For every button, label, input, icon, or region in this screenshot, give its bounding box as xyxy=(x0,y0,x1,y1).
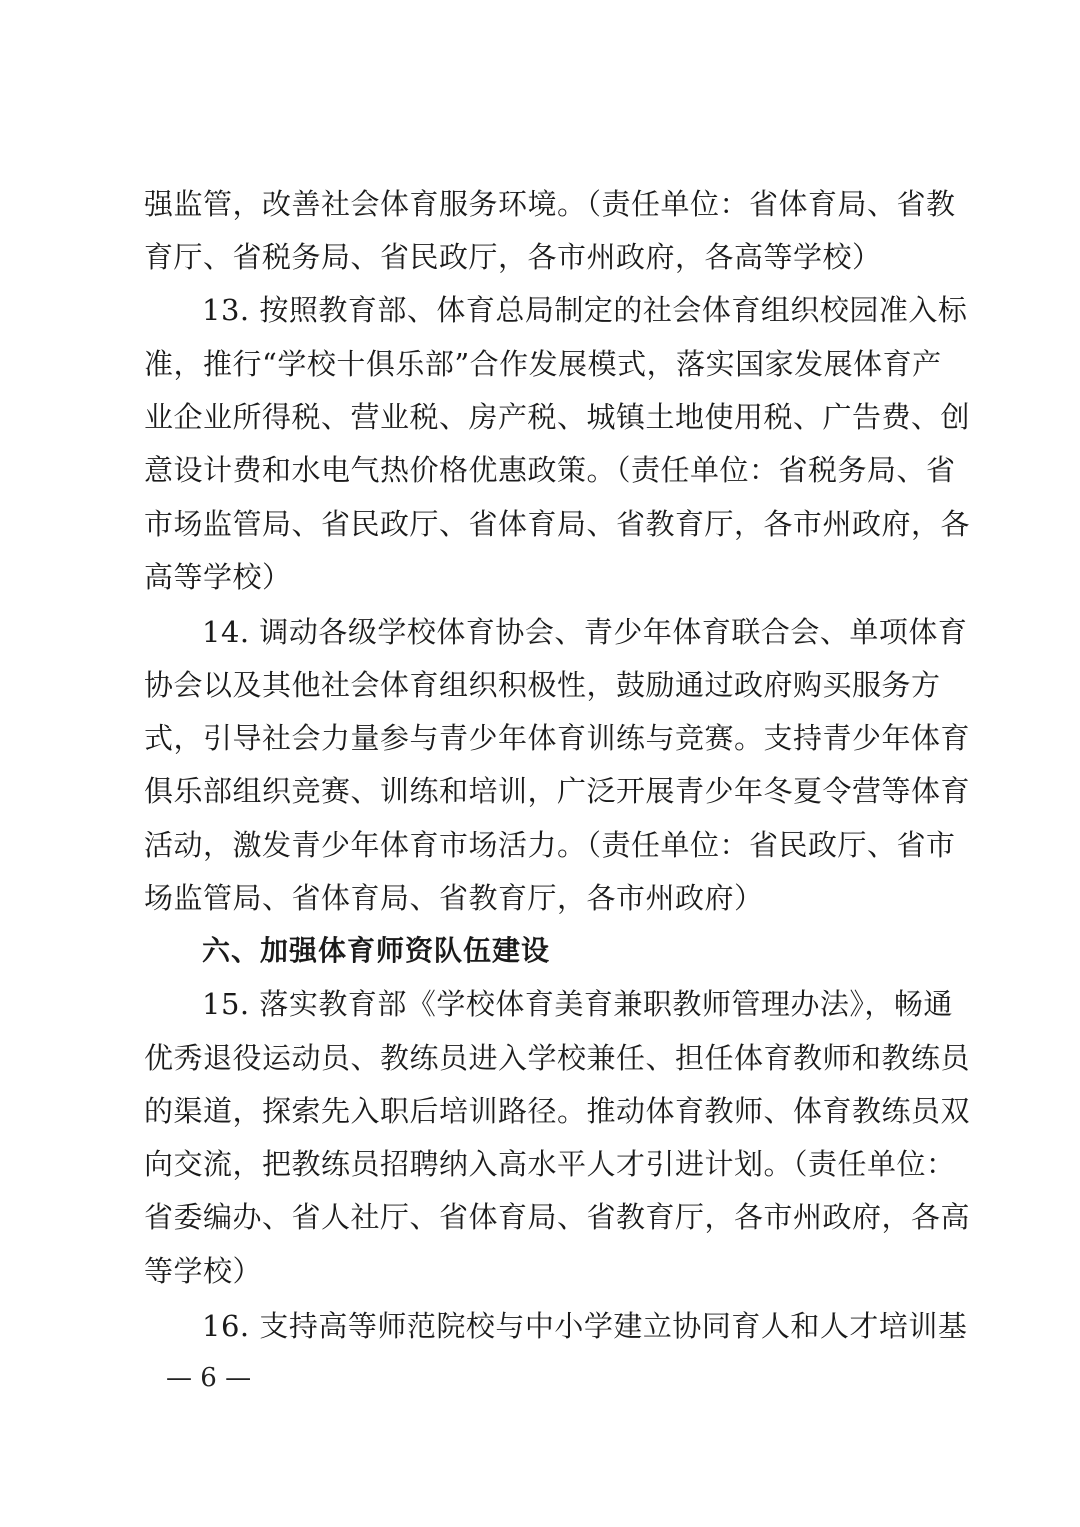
paragraph-line: 育厅、省税务局、省民政厅，各市州政府，各高等学校） xyxy=(144,240,882,274)
paragraph-line: 省委编办、省人社厅、省体育局、省教育厅，各市州政府，各高 xyxy=(144,1200,971,1234)
paragraph-line: 14. 调动各级学校体育协会、青少年体育联合会、单项体育 xyxy=(202,615,968,649)
paragraph-line: 业企业所得税、营业税、房产税、城镇土地使用税、广告费、创 xyxy=(144,400,971,434)
paragraph-line: 等学校） xyxy=(144,1254,263,1288)
paragraph-line: 的渠道，探索先入职后培训路径。推动体育教师、体育教练员双 xyxy=(144,1094,971,1128)
paragraph-line: 式，引导社会力量参与青少年体育训练与竞赛。支持青少年体育 xyxy=(144,721,971,755)
paragraph-line: 高等学校） xyxy=(144,560,292,594)
paragraph-line: 意设计费和水电气热价格优惠政策。（责任单位：省税务局、省 xyxy=(144,453,956,487)
paragraph-line: 准，推行“学校十俱乐部”合作发展模式，落实国家发展体育产 xyxy=(144,347,942,381)
paragraph-line: 市场监管局、省民政厅、省体育局、省教育厅，各市州政府，各 xyxy=(144,507,971,541)
paragraph-line: 15. 落实教育部《学校体育美育兼职教师管理办法》，畅通 xyxy=(202,987,953,1021)
paragraph-line: 16. 支持高等师范院校与中小学建立协同育人和人才培训基 xyxy=(202,1309,968,1343)
paragraph-line: 场监管局、省体育局、省教育厅，各市州政府） xyxy=(144,881,764,915)
paragraph-line: 强监管，改善社会体育服务环境。（责任单位：省体育局、省教 xyxy=(144,187,956,221)
paragraph-line: 优秀退役运动员、教练员进入学校兼任、担任体育教师和教练员 xyxy=(144,1041,971,1075)
page-number: — 6 — xyxy=(166,1363,252,1393)
paragraph-line: 向交流，把教练员招聘纳入高水平人才引进计划。（责任单位： xyxy=(144,1147,956,1181)
paragraph-line: 俱乐部组织竞赛、训练和培训，广泛开展青少年冬夏令营等体育 xyxy=(144,774,971,808)
section-heading: 六、加强体育师资队伍建设 xyxy=(202,934,551,967)
paragraph-line: 13. 按照教育部、体育总局制定的社会体育组织校园准入标 xyxy=(202,293,968,327)
paragraph-line: 活动，激发青少年体育市场活力。（责任单位：省民政厅、省市 xyxy=(144,828,956,862)
paragraph-line: 协会以及其他社会体育组织积极性，鼓励通过政府购买服务方 xyxy=(144,668,941,702)
